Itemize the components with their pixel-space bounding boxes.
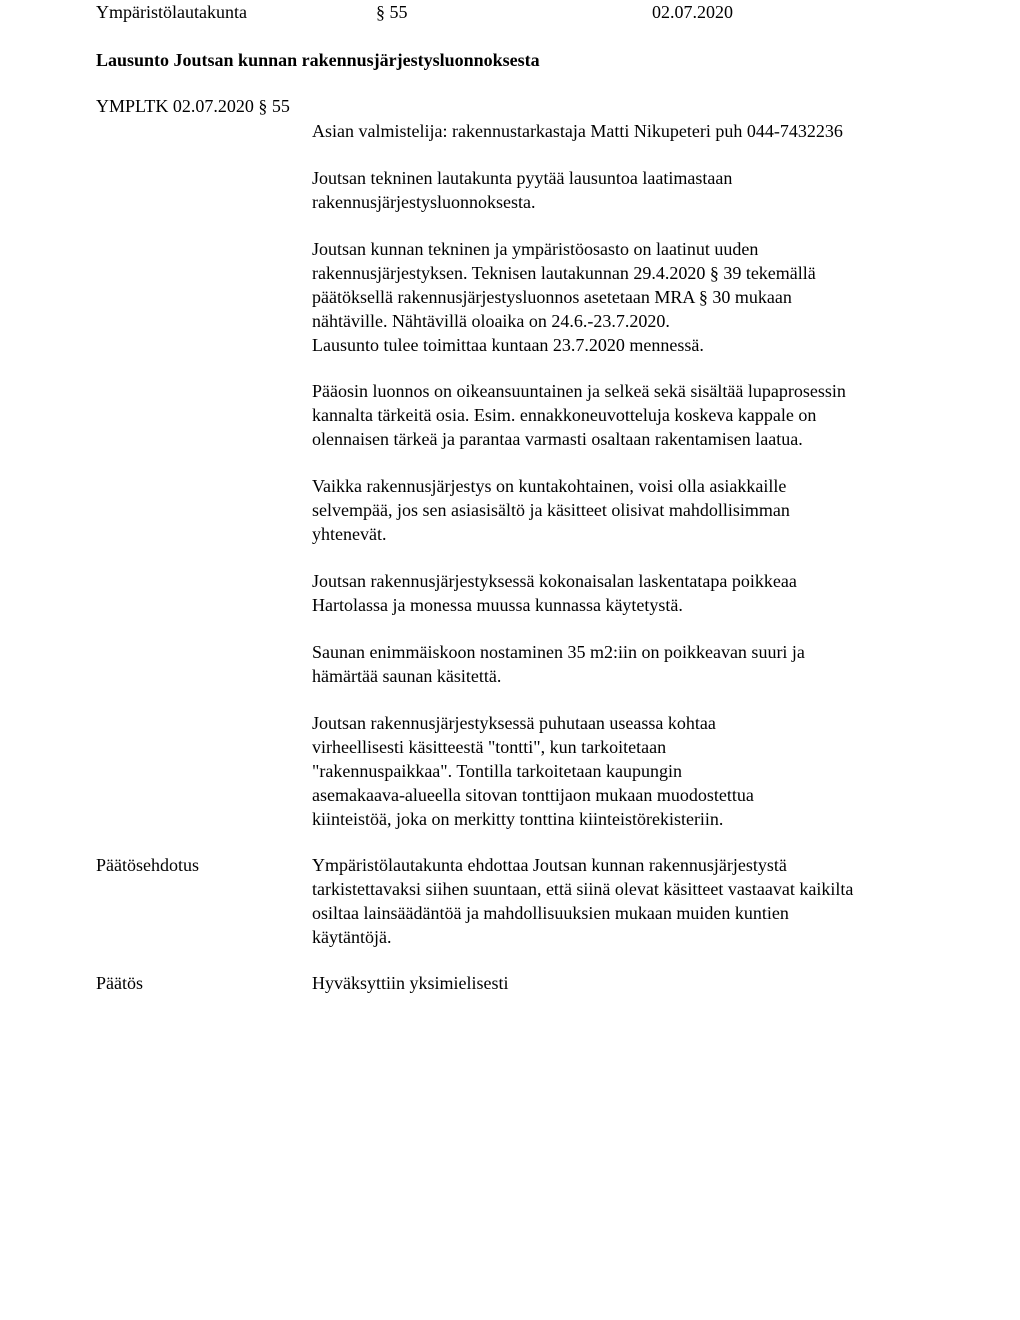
proposal-line: osiltaa lainsäädäntöä ja mahdollisuuksien mukaan muiden kuntien xyxy=(312,903,789,923)
paragraph-line: "rakennuspaikkaa". Tontilla tarkoitetaan kaupungin xyxy=(312,761,682,781)
committee-name: Ympäristölautakunta xyxy=(96,2,247,22)
paragraph-assessment xyxy=(312,379,932,451)
proposal-line: käytäntöjä. xyxy=(312,927,392,947)
paragraph-line: virheellisesti käsitteestä "tontti", kun tarkoitetaan xyxy=(312,737,667,757)
preparer-line: Asian valmistelija: rakennustarkastaja Matti Nikupeteri puh 044-7432236 xyxy=(312,121,843,141)
paragraph-line: Joutsan rakennusjärjestyksessä puhutaan useassa kohtaa xyxy=(312,713,716,733)
paragraph-terminology xyxy=(312,711,932,831)
paragraph-line: hämärtää saunan käsitettä. xyxy=(312,666,502,686)
paragraph-line: olennaisen tärkeä ja parantaa varmasti osaltaan rakentamisen laatua. xyxy=(312,429,803,449)
paragraph-line: Joutsan kunnan tekninen ja ympäristöosasto on laatinut uuden xyxy=(312,239,759,259)
paragraph-line: yhtenevät. xyxy=(312,524,387,544)
paragraph-consistency xyxy=(312,474,932,546)
section-number: § 55 xyxy=(376,2,408,22)
document-title: Lausunto Joutsan kunnan rakennusjärjestysluonnoksesta xyxy=(96,50,540,70)
paragraph-line: Joutsan tekninen lautakunta pyytää lausuntoa laatimastaan xyxy=(312,168,733,188)
proposal-line: tarkistettavaksi siihen suuntaan, että siinä olevat käsitteet vastaavat kaikilta xyxy=(312,879,854,899)
paragraph-sauna xyxy=(312,640,932,688)
meeting-date: 02.07.2020 xyxy=(652,2,733,22)
paragraph-line: Joutsan rakennusjärjestyksessä kokonaisalan laskentatapa poikkeaa xyxy=(312,571,797,591)
paragraph-line: kannalta tärkeitä osia. Esim. ennakkoneuvotteluja koskeva kappale on xyxy=(312,405,817,425)
paragraph-line: päätöksellä rakennusjärjestysluonnos asetetaan MRA § 30 mukaan xyxy=(312,287,792,307)
decision-label: Päätös xyxy=(96,973,143,993)
decision-text: Hyväksyttiin yksimielisesti xyxy=(312,973,509,993)
paragraph-line: Pääosin luonnos on oikeansuuntainen ja selkeä sekä sisältää lupaprosessin xyxy=(312,381,846,401)
document-reference: YMPLTK 02.07.2020 § 55 xyxy=(96,96,290,116)
paragraph-line: Hartolassa ja monessa muussa kunnassa käytetystä. xyxy=(312,595,683,615)
paragraph-line: rakennusjärjestyksen. Teknisen lautakunnan 29.4.2020 § 39 tekemällä xyxy=(312,263,816,283)
paragraph-line: selvempää, jos sen asiasisältö ja käsitteet olisivat mahdollisimman xyxy=(312,500,790,520)
paragraph-line: kiinteistöä, joka on merkitty tonttina kiinteistörekisteriin. xyxy=(312,809,724,829)
proposal-text xyxy=(312,853,932,949)
paragraph-background xyxy=(312,237,932,357)
paragraph-line: Vaikka rakennusjärjestys on kuntakohtainen, voisi olla asiakkaille xyxy=(312,476,787,496)
paragraph-floor-area xyxy=(312,569,932,617)
paragraph-line: Lausunto tulee toimittaa kuntaan 23.7.2020 mennessä. xyxy=(312,335,704,355)
proposal-label: Päätösehdotus xyxy=(96,855,199,875)
paragraph-line: nähtäville. Nähtävillä oloaika on 24.6.-23.7.2020. xyxy=(312,311,670,331)
paragraph-request xyxy=(312,166,932,214)
paragraph-line: Saunan enimmäiskoon nostaminen 35 m2:iin on poikkeavan suuri ja xyxy=(312,642,805,662)
proposal-line: Ympäristölautakunta ehdottaa Joutsan kunnan rakennusjärjestystä xyxy=(312,855,787,875)
paragraph-line: asemakaava-alueella sitovan tonttijaon mukaan muodostettua xyxy=(312,785,754,805)
paragraph-line: rakennusjärjestysluonnoksesta. xyxy=(312,192,536,212)
